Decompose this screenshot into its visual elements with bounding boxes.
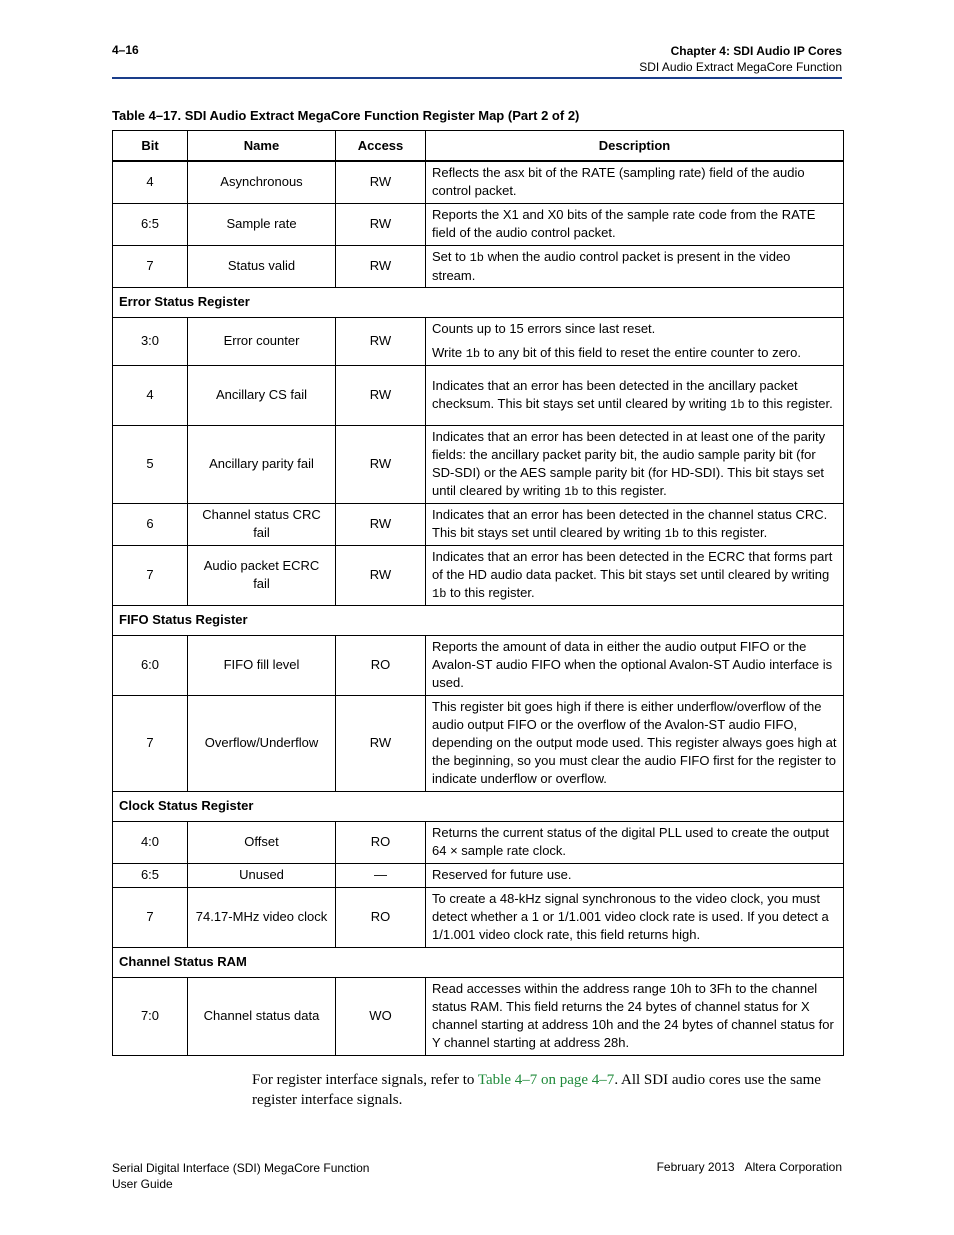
desc-text: Indicates that an error has been detected in the ancillary packet checksum. This bit stays set until cleared by writing — [432, 377, 798, 411]
bit-cell: 4 — [113, 161, 188, 203]
desc-text: to this register. — [578, 482, 667, 498]
footer-doc-type: User Guide — [112, 1177, 173, 1191]
table-row — [113, 545, 844, 605]
table-row — [113, 203, 844, 245]
description-cell — [426, 245, 844, 287]
access-cell: RW — [336, 545, 426, 605]
footer-right — [657, 1160, 842, 1174]
desc-text: when the audio control packet is present in the video stream. — [432, 248, 791, 283]
description-cell: Reports the X1 and X0 bits of the sample rate code from the RATE field of the audio control packet. — [426, 203, 844, 245]
page-number: 4–16 — [112, 43, 139, 57]
section-title: FIFO Status Register — [113, 605, 844, 635]
table-title: Table 4–17. SDI Audio Extract MegaCore Function Register Map (Part 2 of 2) — [112, 108, 580, 123]
code-literal: 1b — [469, 250, 484, 265]
bit-cell: 6:0 — [113, 635, 188, 695]
code-literal: 1b — [730, 397, 745, 412]
section-row-channel-status-ram — [113, 947, 844, 977]
table-cross-reference-link[interactable]: Table 4–7 on page 4–7 — [477, 1072, 615, 1088]
name-cell: Unused — [188, 863, 336, 887]
access-cell: RW — [336, 245, 426, 287]
description-cell: This register bit goes high if there is either underflow/overflow of the audio output FIFO or the overflow of the Avalon-ST audio FIFO, depending on the output mode used. This register always goes high at the beginning, so you must clear the audio FIFO first for the register to indicate underflow or overflow. — [426, 695, 844, 791]
bit-cell: 7:0 — [113, 977, 188, 1055]
access-cell: WO — [336, 977, 426, 1055]
bit-cell: 4:0 — [113, 821, 188, 863]
description-cell — [426, 503, 844, 545]
table-row — [113, 887, 844, 947]
col-header-name: Name — [188, 131, 336, 162]
name-cell: Audio packet ECRC fail — [188, 545, 336, 605]
table-row — [113, 635, 844, 695]
table-row — [113, 503, 844, 545]
desc-text: to this register. — [744, 395, 833, 411]
description-cell — [426, 365, 844, 425]
name-cell: Sample rate — [188, 203, 336, 245]
bit-cell: 7 — [113, 245, 188, 287]
name-cell: 74.17-MHz video clock — [188, 887, 336, 947]
access-cell: RW — [336, 317, 426, 365]
access-cell: RW — [336, 161, 426, 203]
header-rule — [112, 77, 842, 79]
desc-paragraph — [432, 344, 837, 363]
access-cell: RO — [336, 635, 426, 695]
description-cell — [426, 545, 844, 605]
access-cell: RW — [336, 425, 426, 503]
desc-text: Indicates that an error has been detected in the channel status CRC. This bit stays set until cleared by writing — [432, 506, 828, 540]
desc-text: to this register. — [446, 584, 535, 600]
desc-text: Indicates that an error has been detected in the ECRC that forms part of the HD audio data packet. This bit stays set until cleared by writing — [432, 548, 833, 582]
desc-text: Indicates that an error has been detected in at least one of the parity fields: the ancillary packet parity bit, the audio sample parity bit (for SD-SDI) or the AES sample parity bit (for HD-SDI). This bit stays set until cleared by writing — [432, 428, 826, 498]
running-header — [639, 43, 842, 75]
bit-cell: 3:0 — [113, 317, 188, 365]
description-cell: Reports the amount of data in either the audio output FIFO or the Avalon-ST audio FIFO when the optional Avalon-ST Audio interface is used. — [426, 635, 844, 695]
table-row — [113, 977, 844, 1055]
description-cell — [426, 317, 844, 365]
bit-cell: 5 — [113, 425, 188, 503]
description-cell: Read accesses within the address range 10h to 3Fh to the channel status RAM. This field returns the 24 bytes of channel status for X channel starting at address 10h and the 24 bytes of channel status for Y channel starting at address 28h. — [426, 977, 844, 1055]
col-header-access: Access — [336, 131, 426, 162]
table-row — [113, 821, 844, 863]
code-literal: 1b — [465, 346, 481, 361]
table-row — [113, 317, 844, 365]
footer-left — [112, 1160, 369, 1192]
col-header-description: Description — [426, 131, 844, 162]
name-cell: Ancillary parity fail — [188, 425, 336, 503]
description-cell — [426, 425, 844, 503]
desc-paragraph: Counts up to 15 errors since last reset. — [432, 320, 656, 336]
table-row — [113, 365, 844, 425]
body-text: For register interface signals, refer to — [252, 1072, 478, 1088]
section-title: Clock Status Register — [113, 791, 844, 821]
name-cell: Status valid — [188, 245, 336, 287]
name-cell: Channel status data — [188, 977, 336, 1055]
access-cell: RO — [336, 821, 426, 863]
footer-doc-title: Serial Digital Interface (SDI) MegaCore Function — [112, 1161, 370, 1175]
register-map-table — [112, 130, 844, 1056]
section-title: Error Status Register — [113, 287, 844, 317]
name-cell: Overflow/Underflow — [188, 695, 336, 791]
desc-text: Set to — [432, 248, 470, 264]
desc-text: Write — [432, 344, 466, 360]
section-title: Channel Status RAM — [113, 947, 844, 977]
bit-cell: 6:5 — [113, 863, 188, 887]
name-cell: Error counter — [188, 317, 336, 365]
bit-cell: 6:5 — [113, 203, 188, 245]
table-row — [113, 161, 844, 203]
bit-cell: 7 — [113, 545, 188, 605]
bit-cell: 6 — [113, 503, 188, 545]
access-cell: — — [336, 863, 426, 887]
table-row — [113, 425, 844, 503]
bit-cell: 4 — [113, 365, 188, 425]
table-row — [113, 863, 844, 887]
code-literal: 1b — [564, 484, 579, 499]
name-cell: Ancillary CS fail — [188, 365, 336, 425]
table-row — [113, 245, 844, 287]
code-literal: 1b — [432, 586, 447, 601]
footer-company: Altera Corporation — [744, 1160, 842, 1174]
name-cell: FIFO fill level — [188, 635, 336, 695]
col-header-bit: Bit — [113, 131, 188, 162]
description-cell: Reserved for future use. — [426, 863, 844, 887]
code-literal: 1b — [664, 526, 680, 541]
name-cell: Asynchronous — [188, 161, 336, 203]
access-cell: RW — [336, 365, 426, 425]
access-cell: RW — [336, 503, 426, 545]
access-cell: RO — [336, 887, 426, 947]
description-cell: To create a 48-kHz signal synchronous to the video clock, you must detect whether a 1 or 1/1.001 video clock rate is used. If you detect a 1/1.001 video clock rate, this field returns high. — [426, 887, 844, 947]
bit-cell: 7 — [113, 695, 188, 791]
section-row-error-status — [113, 287, 844, 317]
footer-date: February 2013 — [656, 1160, 735, 1174]
section-row-fifo-status — [113, 605, 844, 635]
description-cell: Reflects the asx bit of the RATE (sampling rate) field of the audio control packet. — [426, 161, 844, 203]
chapter-title: Chapter 4: SDI Audio IP Cores — [670, 44, 842, 58]
section-title: SDI Audio Extract MegaCore Function — [639, 60, 842, 74]
table-header-row — [113, 131, 844, 162]
access-cell: RW — [336, 695, 426, 791]
body-text: . All SDI audio cores use the same register interface signals. — [252, 1072, 821, 1108]
bit-cell: 7 — [113, 887, 188, 947]
table-row — [113, 695, 844, 791]
desc-text: to this register. — [679, 524, 768, 540]
description-cell: Returns the current status of the digital PLL used to create the output 64 × sample rate clock. — [426, 821, 844, 863]
access-cell: RW — [336, 203, 426, 245]
section-row-clock-status — [113, 791, 844, 821]
body-paragraph — [252, 1070, 842, 1110]
name-cell: Channel status CRC fail — [188, 503, 336, 545]
name-cell: Offset — [188, 821, 336, 863]
desc-text: to any bit of this field to reset the entire counter to zero. — [480, 344, 801, 360]
